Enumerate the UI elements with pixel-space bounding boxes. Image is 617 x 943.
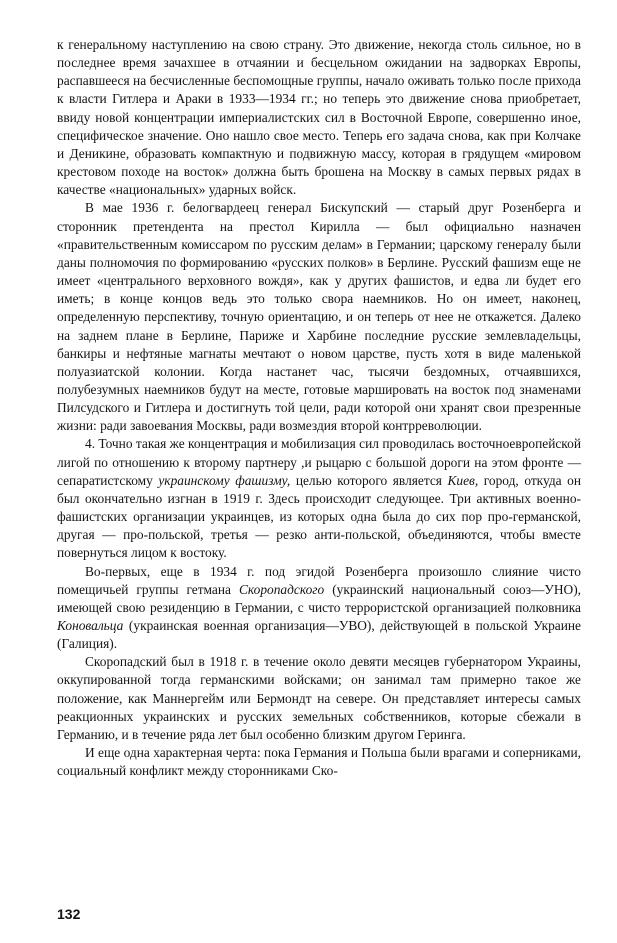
paragraph	[57, 653, 581, 744]
emphasis-text: украинскому фашизму,	[158, 472, 291, 488]
page-number: 132	[57, 906, 81, 922]
paragraph-text: В мае 1936 г. белогвардеец генерал Бискупский — старый друг Розенберга и сторонник претендента на престол Кирилла — был официально назначен «правительственным комиссаром по русским делам» в Германии; царскому генералу были даны полномочия по формированию «русских полков» в Берлине. Русский фашизм еще не имеет «центрального верховного вождя», как у других фашистов, и едва ли будет его иметь; в конце концов ведь это только свора наемников. Но он имеет, наконец, определенную перспективу, точную ориентацию, и он теперь от нее не откажется. Далеко на заднем плане в Берлине, Париже и Харбине последние русские землевладельцы, банкиры и нефтяные магнаты мечтают о новом царстве, пусть хотя в виде маленькой полуазиатской колонии. Когда настанет час, тысячи бездомных, отчаявшихся, полубезумных наемников будут на месте, готовые маршировать на восток под знаменами Пилсудского и Гитлера и достигнуть той цели, ради которой они хранят свои презренные жизни: ради завоевания Москвы, ради возмездия второй контрреволюции.	[57, 200, 581, 434]
paragraph	[57, 199, 581, 435]
emphasis-text: Коновальца	[57, 618, 124, 633]
paragraph-text: Скоропадский был в 1918 г. в течение около девяти месяцев губернатором Украины, оккупированной тогда германскими войсками; он занимал там примерно такое же положение, как Маннергейм или Бермондт на севере. Он представляет интересы самых реакционных украинских и русских земельных собственников, которые сбежали в Германию, и в течение ряда лет был особенно близким другом Геринга.	[57, 654, 581, 742]
paragraph-text: город, откуда он был окончательно изгнан в 1919 г. Здесь происходит следующее. Три активных военно-фашистских организации украинцев, из которых одна была до сих пор про-германской, другая — про-польской, третья — резко анти-польской, объединяются, чтобы вместе повернуться лицом к востоку.	[57, 472, 582, 561]
paragraph-text: целью которого является	[290, 472, 448, 488]
paragraph	[57, 435, 581, 562]
paragraph-text: (украинская военная организация—УВО), действующей в польской Украине (Галиция).	[57, 618, 581, 652]
text-body	[57, 36, 581, 780]
paragraph-text: И еще одна характерная черта: пока Германия и Польша были врагами и соперниками, социальный конфликт между сторонниками Ско-	[57, 745, 581, 779]
paragraph-text: к генеральному наступлению на свою страну. Это движение, некогда столь сильное, но в последнее время зачахшее в отчаянии и бесцельном ожидании на задворках Европы, распавшееся на бесчисленные беспомощные группы, начало оживать только после прихода к власти Гитлера и Араки в 1933—1934 гг.; но теперь это движение снова приобретает, ввиду новой концентрации империалистских сил в Восточной Европе, совершенно иное, специфическое значение. Оно нашло свое место. Теперь его задача снова, как при Колчаке и Деникине, образовать компактную и подвижную массу, которая в грядущем «мировом крестовом походе на восток» должна быть брошена на Москву в самых первых рядах в качестве «национальных» ударных войск.	[57, 37, 581, 198]
emphasis-text: Скоропадского	[238, 581, 325, 597]
emphasis-text: Киев,	[447, 472, 479, 488]
paragraph	[57, 563, 581, 654]
paragraph-text: (украинский национальный союз—УНО), имеющей свою резиденцию в Германии, с чисто террористской организацией полковника	[57, 581, 581, 615]
paragraph-text: Во-первых, еще в 1934 г. под эгидой Розенберга произошло слияние чисто помещичьей группы гетмана	[57, 563, 581, 597]
paragraph	[57, 36, 581, 199]
paragraph	[57, 744, 581, 780]
paragraph-text: 4. Точно такая же концентрация и мобилизация сил проводилась восточноевропейской лигой по отношению к второму партнеру ,и рыцарю с большой дороги на этом фронте — сепаратистскому	[57, 436, 581, 488]
